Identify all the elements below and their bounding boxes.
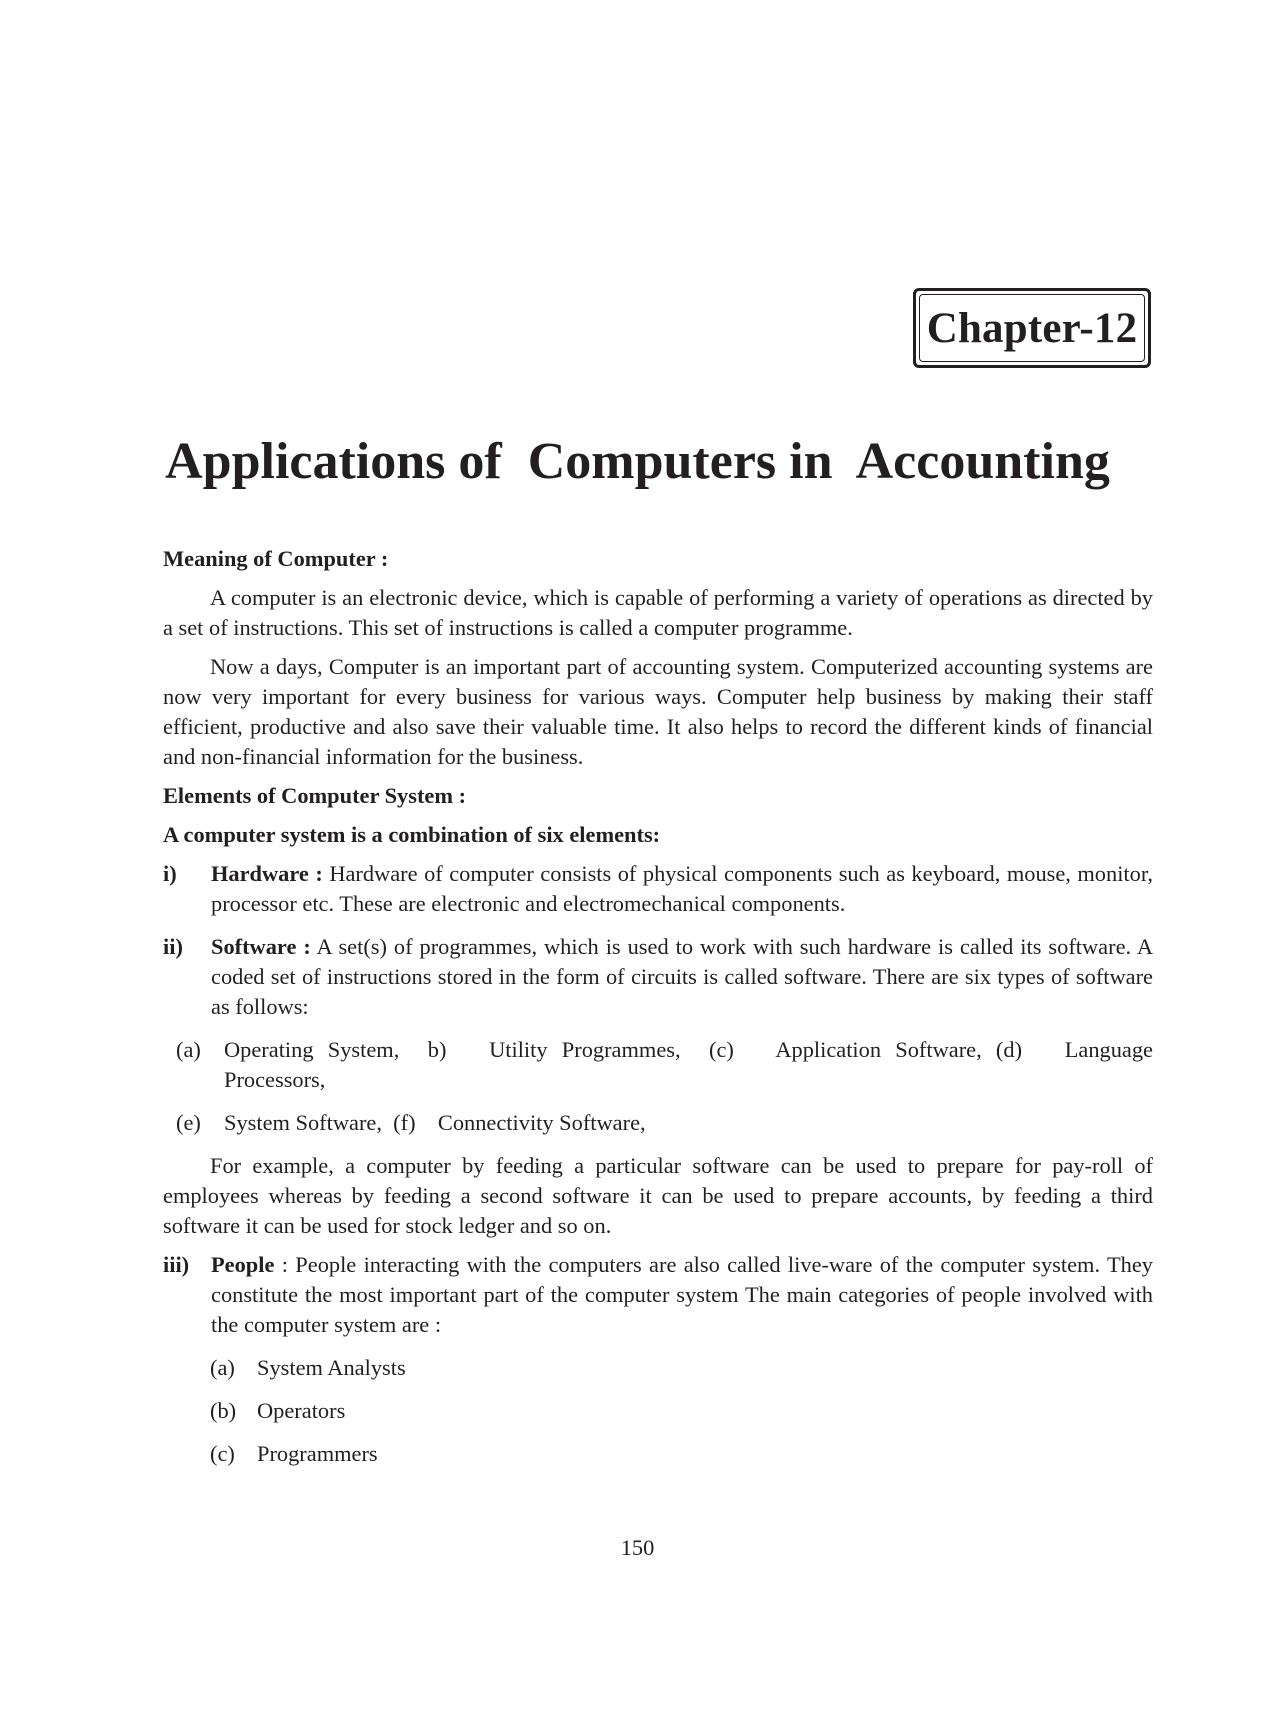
meaning-paragraph-2: Now a days, Computer is an important part of accounting system. Computerized accounting systems are now very important for every business for various ways. Computer help business by making their staff efficient, productive and also save their valuable time. It also helps to record the different kinds of financial and non-financial information for the business. [163,654,1153,769]
chapter-badge [913,288,1151,368]
software-types-line-1 [163,1035,1153,1095]
category-label: System Analysts [257,1355,406,1380]
list-item-software [163,932,1153,1022]
chapter-body [163,544,1153,1482]
list-number: iii) [163,1252,190,1277]
sub-list-tag: (e) [176,1110,201,1135]
list-term: People [211,1252,275,1277]
chapter-title: Applications of Computers in Accounting [165,433,1110,490]
sub-list-text: Operating System, b) Utility Programmes, (c) Application Software, (d) Language [224,1037,1153,1062]
page-number: 150 [620,1535,655,1560]
chapter-badge-inner-frame [919,294,1145,362]
software-types-line-2 [163,1108,1153,1138]
meaning-heading: Meaning of Computer : [163,546,389,571]
list-term: Software : [211,934,311,959]
sub-list-text: System Software, (f) Connectivity Software, [224,1110,646,1135]
sub-list-tag: (a) [176,1037,201,1062]
category-label: Operators [257,1398,346,1423]
sub-list-continuation: Processors, [224,1067,326,1092]
elements-intro: A computer system is a combination of six elements: [163,822,661,847]
people-category-item [163,1439,1153,1469]
example-paragraph: For example, a computer by feeding a particular software can be used to prepare for pay-roll of employees whereas by feeding a second software it can be used to prepare accounts, by feeding a third software it can be used for stock ledger and so on. [163,1153,1153,1238]
chapter-label: Chapter-12 [926,304,1138,352]
list-item-hardware [163,859,1153,919]
list-text: : People interacting with the computers are also called live-ware of the computer system. They constitute the most important part of the computer system The main categories of people involved with the computer system are : [211,1252,1153,1337]
list-text: Hardware of computer consists of physical components such as keyboard, mouse, monitor, processor etc. These are electronic and electromechanical components. [211,861,1153,916]
meaning-paragraph-1: A computer is an electronic device, which is capable of performing a variety of operations as directed by a set of instructions. This set of instructions is called a computer programme. [163,585,1153,640]
list-number: i) [163,861,177,886]
list-number: ii) [163,934,183,959]
category-tag: (a) [210,1355,235,1380]
people-category-item [163,1353,1153,1383]
list-text: A set(s) of programmes, which is used to work with such hardware is called its software. A coded set of instructions stored in the form of circuits is called software. There are six types of software as follows: [211,934,1154,1019]
people-category-item [163,1396,1153,1426]
list-term: Hardware : [211,861,323,886]
list-item-people [163,1250,1153,1340]
category-tag: (c) [210,1441,235,1466]
category-label: Programmers [257,1441,378,1466]
elements-heading: Elements of Computer System : [163,783,467,808]
category-tag: (b) [210,1398,237,1423]
